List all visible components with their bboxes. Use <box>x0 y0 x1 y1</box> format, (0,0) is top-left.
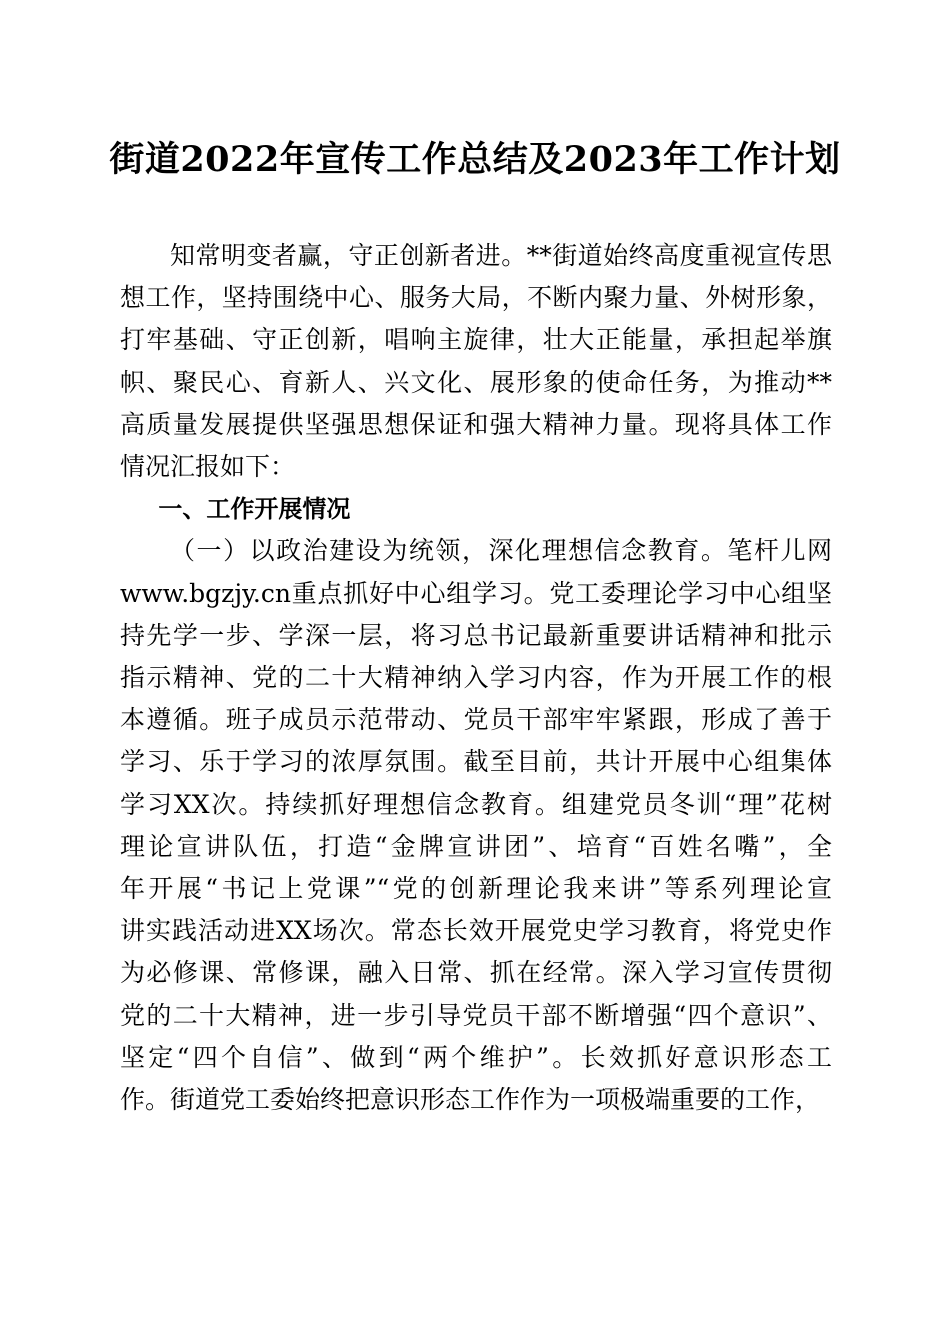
subsection-line: 党的二十大精神，进一步引导党员干部不断增强“四个意识”、 <box>120 1000 832 1030</box>
subsection-line: www.bgzjy.cn重点抓好中心组学习。党工委理论学习中心组坚 <box>120 578 832 608</box>
intro-line: 打牢基础、守正创新，唱响主旋律，壮大正能量，承担起举旗 <box>120 325 832 355</box>
subsection-line: 为必修课、常修课，融入日常、抓在经常。深入学习宣传贯彻 <box>120 958 832 988</box>
intro-line: 情况汇报如下： <box>120 452 296 482</box>
subsection-paragraph <box>120 530 832 1121</box>
intro-line: 帜、聚民心、育新人、兴文化、展形象的使命任务，为推动** <box>120 367 832 397</box>
intro-line: 高质量发展提供坚强思想保证和强大精神力量。现将具体工作 <box>120 409 832 439</box>
intro-paragraph <box>120 235 832 488</box>
subsection-line: 学习XX次。持续抓好理想信念教育。组建党员冬训“理”花树 <box>120 789 832 819</box>
subsection-line: （一）以政治建设为统领，深化理想信念教育。笔杆儿网 <box>170 536 832 566</box>
document-body <box>120 235 832 1121</box>
subsection-line: 讲实践活动进XX场次。常态长效开展党史学习教育，将党史作 <box>120 916 832 946</box>
subsection-line: 学习、乐于学习的浓厚氛围。截至目前，共计开展中心组集体 <box>120 747 832 777</box>
subsection-line: 坚定“四个自信”、做到“两个维护”。长效抓好意识形态工 <box>120 1042 832 1072</box>
subsection-line: 理论宣讲队伍，打造“金牌宣讲团”、培育“百姓名嘴”，全 <box>120 831 832 861</box>
subsection-line: 年开展“书记上党课”“党的创新理论我来讲”等系列理论宣 <box>120 874 832 904</box>
intro-line: 想工作，坚持围绕中心、服务大局，不断内聚力量、外树形象， <box>120 283 832 313</box>
subsection-line: 本遵循。班子成员示范带动、党员干部牢牢紧跟，形成了善于 <box>120 705 832 735</box>
subsection-line: 指示精神、党的二十大精神纳入学习内容，作为开展工作的根 <box>120 663 832 693</box>
section-heading: 一、工作开展情况 <box>158 495 351 524</box>
document-title: 街道2022年宣传工作总结及2023年工作计划 <box>109 139 841 180</box>
subsection-line: 持先学一步、学深一层，将习总书记最新重要讲话精神和批示 <box>120 620 832 650</box>
intro-line: 知常明变者赢，守正创新者进。**街道始终高度重视宣传思 <box>170 241 832 270</box>
subsection-line: 作。街道党工委始终把意识形态工作作为一项极端重要的工作， <box>120 1085 821 1115</box>
